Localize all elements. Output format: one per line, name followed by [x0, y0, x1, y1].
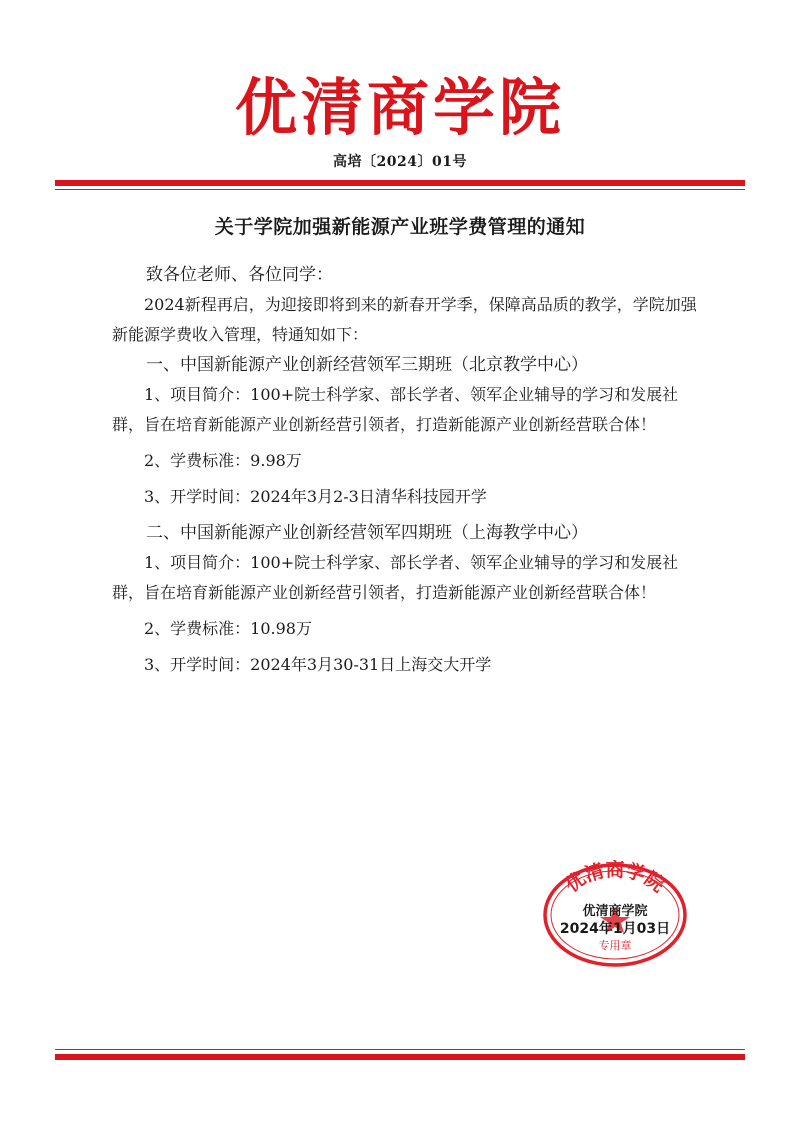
section-2-fee: 2、学费标准：10.98万 — [144, 619, 312, 638]
section-1-intro: 1、项目简介：100+院士科学家、部长学者、领军企业辅导的学习和发展社群，旨在培育新能源产业创新经营引领者，打造新能源产业创新经营联合体！ — [112, 385, 679, 434]
header-divider-thin — [55, 189, 745, 190]
seal-name: 优清商学院 — [582, 904, 648, 919]
section-heading-1: 一、中国新能源产业创新经营领军三期班（北京教学中心） — [146, 355, 588, 375]
seal-arc-text: 优清商学院 — [561, 860, 669, 897]
notice-body — [112, 260, 702, 680]
intro-paragraph: 2024新程再启，为迎接即将到来的新春开学季，保障高品质的教学，学院加强新能源学费收入管理，特通知如下： — [112, 295, 697, 344]
official-seal — [540, 860, 690, 970]
section-2-start: 3、开学时间：2024年3月30-31日上海交大开学 — [144, 655, 492, 674]
salutation: 致各位老师、各位同学： — [146, 265, 333, 285]
section-heading-2: 二、中国新能源产业创新经营领军四期班（上海教学中心） — [146, 523, 588, 543]
document-number: 高培〔2024〕01号 — [333, 154, 467, 170]
notice-title: 关于学院加强新能源产业班学费管理的通知 — [214, 216, 586, 238]
institution-title: 优清商学院 — [234, 71, 565, 144]
section-1-fee: 2、学费标准：9.98万 — [144, 451, 302, 470]
footer-divider-thick — [55, 1054, 745, 1060]
header-divider-thick — [55, 180, 745, 186]
section-2-intro: 1、项目简介：100+院士科学家、部长学者、领军企业辅导的学习和发展社群，旨在培育新能源产业创新经营引领者，打造新能源产业创新经营联合体！ — [112, 553, 679, 602]
seal-purpose: 专用章 — [598, 939, 632, 952]
section-1-start: 3、开学时间：2024年3月2-3日清华科技园开学 — [144, 487, 487, 506]
footer-divider-thin — [55, 1049, 745, 1050]
seal-date: 2024年1月03日 — [559, 921, 671, 937]
